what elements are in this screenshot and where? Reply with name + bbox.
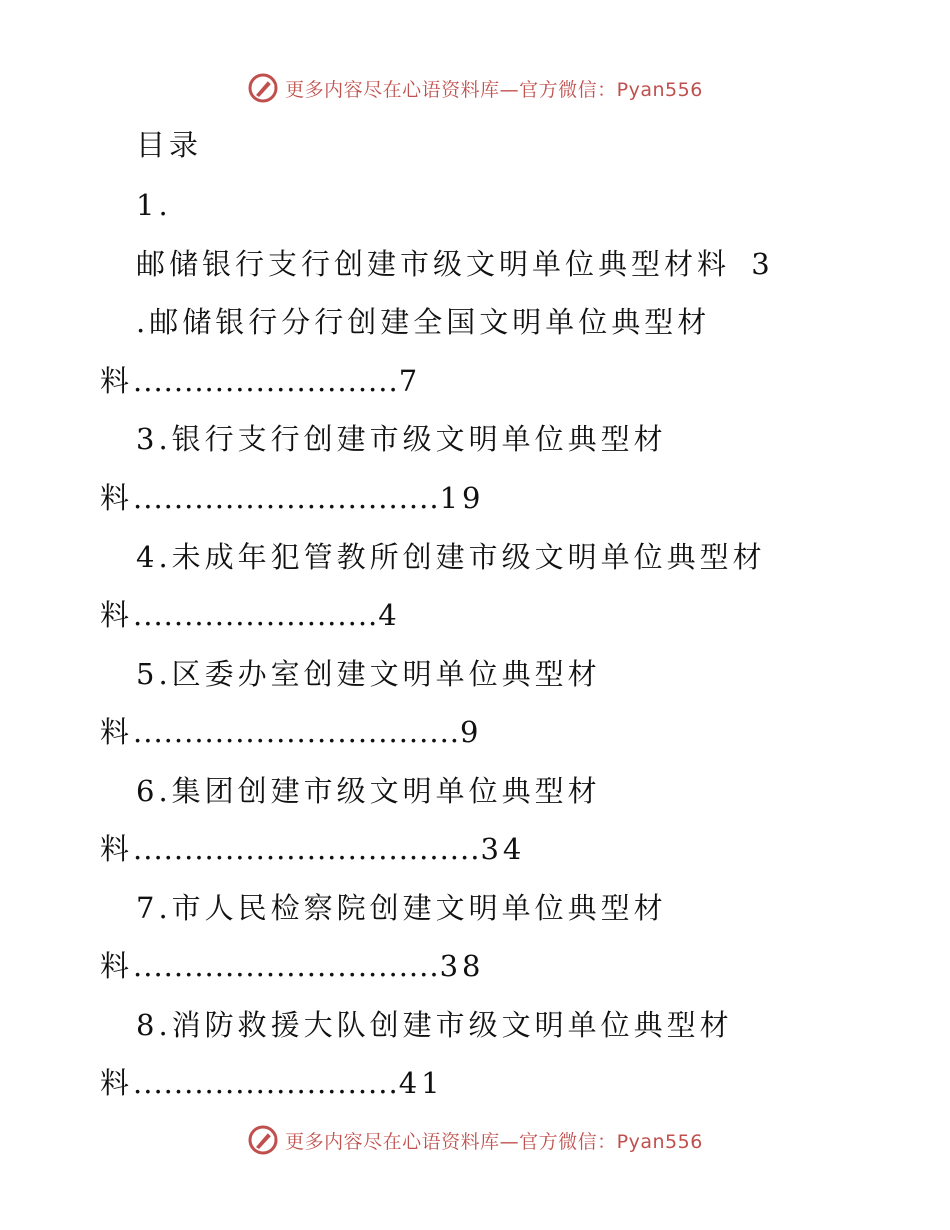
toc-entry-6[interactable] (136, 771, 601, 811)
toc-entry-number: 8. (136, 1008, 172, 1042)
toc-entry-title: 邮储银行支行创建市级文明单位典型材料 (136, 247, 731, 281)
toc-leader-dots: .............................. (133, 481, 440, 515)
watermark-text: 更多内容尽在心语资料库—官方微信：Pyan556 (285, 1130, 703, 1153)
toc-leader-dots: .............................. (133, 949, 440, 983)
toc-entry-7[interactable] (136, 888, 667, 928)
watermark-banner-bottom (0, 1120, 950, 1160)
watermark-text: 更多内容尽在心语资料库—官方微信：Pyan556 (285, 78, 703, 101)
pen-logo-icon (247, 1124, 279, 1156)
toc-entry-title: 银行支行创建市级文明单位典型材 (171, 422, 667, 456)
toc-entry-5-continuation (100, 712, 482, 752)
toc-entry-wrap: 料 (100, 598, 134, 632)
toc-entry-page: 9 (460, 715, 483, 749)
toc-entry-title: 区委办室创建文明单位典型材 (171, 657, 601, 691)
toc-entry-wrap: 料 (100, 715, 134, 749)
toc-entry-wrap: 料 (100, 832, 134, 866)
toc-entry-2-continuation (100, 361, 421, 401)
toc-entry-7-continuation (100, 946, 484, 986)
toc-entry-6-continuation (100, 829, 525, 869)
toc-entry-page: 41 (398, 1066, 444, 1100)
toc-entry-page: 3 (751, 247, 774, 281)
toc-entry-4-continuation (100, 595, 401, 635)
toc-entry-4[interactable] (136, 537, 766, 577)
toc-entry-page: 19 (439, 481, 485, 515)
toc-entry-number: 4. (136, 540, 172, 574)
toc-entry-title: 未成年犯管教所创建市级文明单位典型材 (171, 540, 766, 574)
toc-entry-1[interactable] (136, 244, 774, 284)
toc-entry-number: 3. (136, 422, 172, 456)
toc-entry-3[interactable] (136, 419, 667, 459)
toc-entry-number: 5. (136, 657, 172, 691)
toc-entry-wrap: 料 (100, 1066, 134, 1100)
toc-entry-3-continuation (100, 478, 484, 518)
toc-entry-8-continuation (100, 1063, 444, 1103)
toc-leader-dots: .......................... (133, 1066, 399, 1100)
toc-leader-dots: .................................. (133, 832, 481, 866)
toc-entry-number: 7. (136, 891, 172, 925)
toc-entry-page: 38 (439, 949, 485, 983)
toc-entry-page: 7 (398, 364, 422, 398)
toc-entry-2[interactable] (136, 302, 710, 342)
toc-entry-1-number: 1. (136, 188, 172, 222)
toc-leader-dots: .......................... (133, 364, 399, 398)
toc-entry-title: 集团创建市级文明单位典型材 (171, 774, 601, 808)
toc-entry-title: 市人民检察院创建文明单位典型材 (171, 891, 667, 925)
toc-leader-dots: ................................ (133, 715, 460, 749)
toc-entry-title: 邮储银行分行创建全国文明单位典型材 (149, 305, 711, 339)
toc-entry-wrap: 料 (100, 949, 134, 983)
toc-entry-title: 消防救援大队创建市级文明单位典型材 (171, 1008, 733, 1042)
toc-entry-page: 34 (480, 832, 526, 866)
toc-entry-5[interactable] (136, 654, 601, 694)
toc-leader-dots: ........................ (133, 598, 379, 632)
toc-entry-number: . (136, 305, 150, 339)
toc-entry-8[interactable] (136, 1005, 733, 1045)
toc-heading: 目录 (136, 128, 203, 162)
toc-entry-number: 6. (136, 774, 172, 808)
toc-entry-page: 4 (378, 598, 401, 632)
toc-entry-wrap: 料 (100, 364, 134, 398)
toc-entry-wrap: 料 (100, 481, 134, 515)
